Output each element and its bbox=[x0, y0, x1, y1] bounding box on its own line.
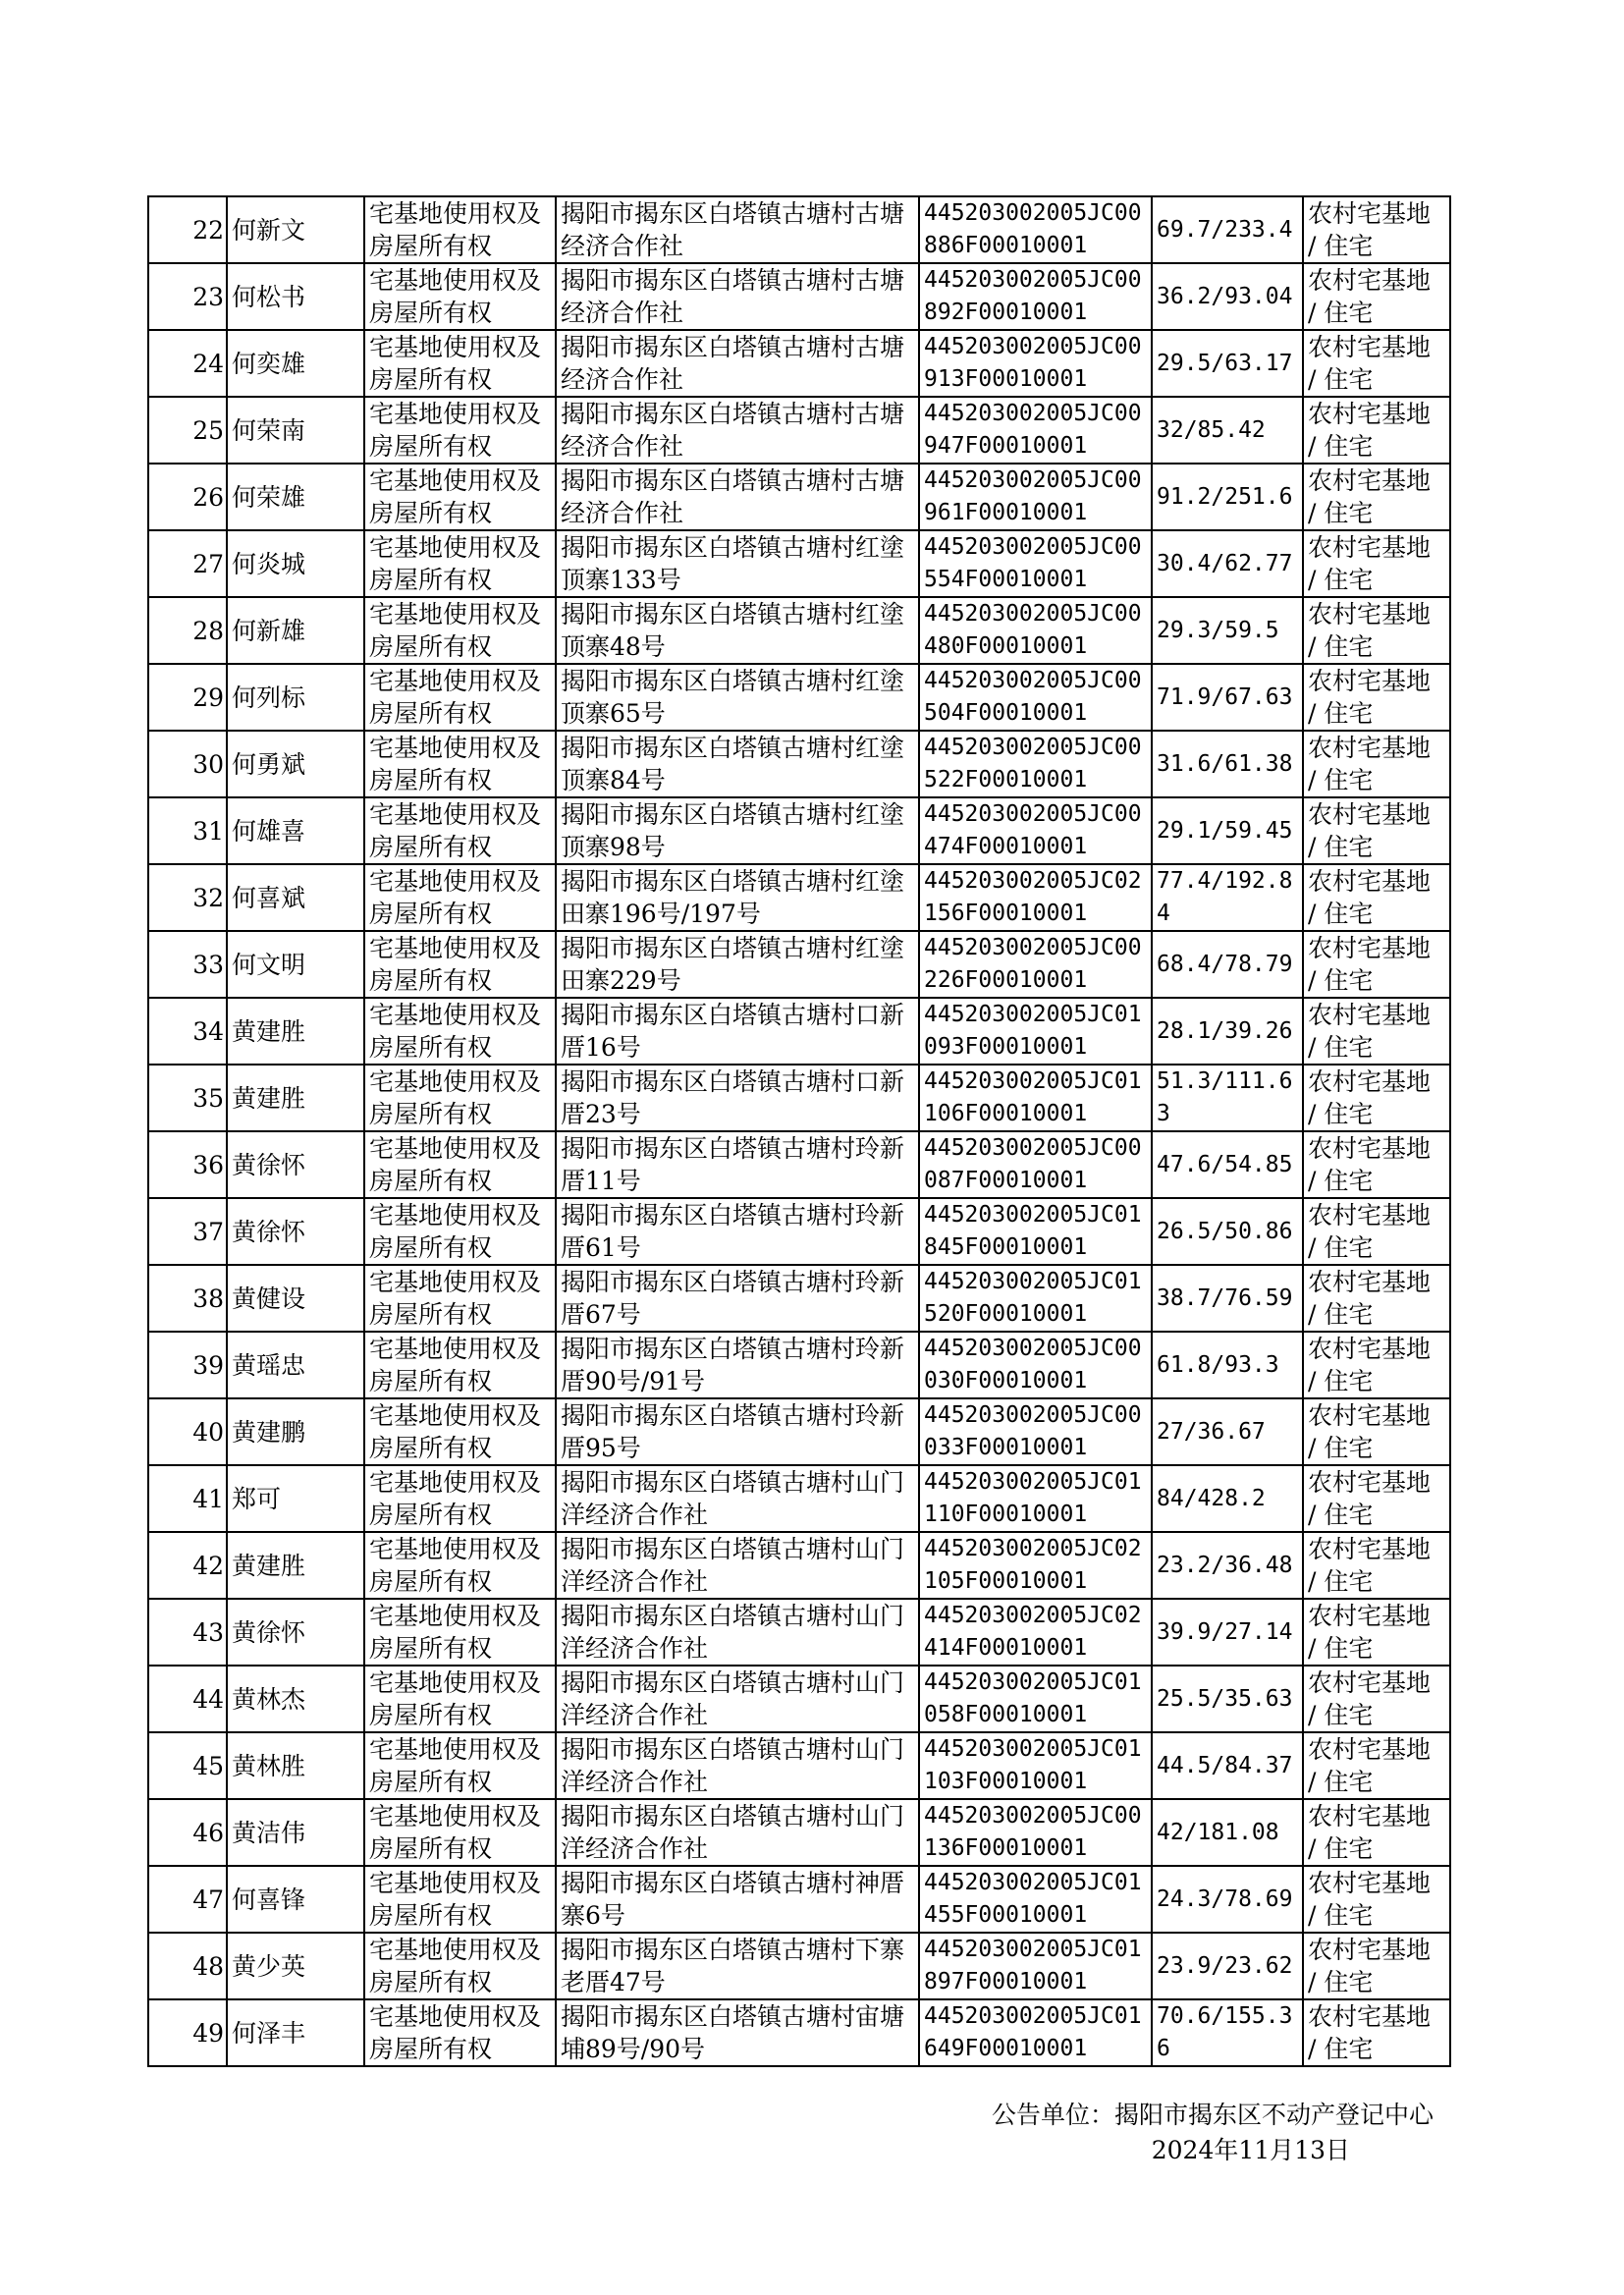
owner-name: 黄林胜 bbox=[227, 1732, 364, 1799]
table-row bbox=[148, 1999, 1450, 2066]
area-value: 51.3/111.63 bbox=[1152, 1065, 1303, 1131]
land-use: 农村宅基地 / 住宅 bbox=[1303, 731, 1450, 797]
area-value: 70.6/155.36 bbox=[1152, 1999, 1303, 2066]
area-value: 84/428.2 bbox=[1152, 1465, 1303, 1532]
land-use: 农村宅基地 / 住宅 bbox=[1303, 1599, 1450, 1666]
land-use: 农村宅基地 / 住宅 bbox=[1303, 1532, 1450, 1599]
unit-code: 445203002005JC02414F00010001 bbox=[919, 1599, 1152, 1666]
right-type: 宅基地使用权及房屋所有权 bbox=[364, 797, 556, 864]
right-type: 宅基地使用权及房屋所有权 bbox=[364, 1465, 556, 1532]
property-location: 揭阳市揭东区白塔镇古塘村玲新厝67号 bbox=[556, 1265, 919, 1332]
property-location: 揭阳市揭东区白塔镇古塘村山门洋经济合作社 bbox=[556, 1532, 919, 1599]
owner-name: 何新文 bbox=[227, 196, 364, 263]
unit-code: 445203002005JC00961F00010001 bbox=[919, 464, 1152, 530]
owner-name: 黄健设 bbox=[227, 1265, 364, 1332]
right-type: 宅基地使用权及房屋所有权 bbox=[364, 1799, 556, 1866]
unit-code: 445203002005JC00087F00010001 bbox=[919, 1131, 1152, 1198]
table-row bbox=[148, 1599, 1450, 1666]
row-number: 36 bbox=[148, 1131, 227, 1198]
row-number: 26 bbox=[148, 464, 227, 530]
land-use: 农村宅基地 / 住宅 bbox=[1303, 1465, 1450, 1532]
footer bbox=[884, 2098, 1434, 2168]
owner-name: 黄徐怀 bbox=[227, 1131, 364, 1198]
land-use: 农村宅基地 / 住宅 bbox=[1303, 196, 1450, 263]
right-type: 宅基地使用权及房屋所有权 bbox=[364, 864, 556, 931]
area-value: 23.2/36.48 bbox=[1152, 1532, 1303, 1599]
unit-code: 445203002005JC00226F00010001 bbox=[919, 931, 1152, 998]
property-location: 揭阳市揭东区白塔镇古塘村神厝寨6号 bbox=[556, 1866, 919, 1933]
owner-name: 黄建胜 bbox=[227, 1065, 364, 1131]
right-type: 宅基地使用权及房屋所有权 bbox=[364, 664, 556, 731]
table-row bbox=[148, 330, 1450, 397]
owner-name: 黄建胜 bbox=[227, 1532, 364, 1599]
unit-code: 445203002005JC00554F00010001 bbox=[919, 530, 1152, 597]
owner-name: 何勇斌 bbox=[227, 731, 364, 797]
land-use: 农村宅基地 / 住宅 bbox=[1303, 664, 1450, 731]
table-body bbox=[148, 196, 1450, 2066]
owner-name: 何荣雄 bbox=[227, 464, 364, 530]
table-row bbox=[148, 530, 1450, 597]
table-row bbox=[148, 1065, 1450, 1131]
row-number: 43 bbox=[148, 1599, 227, 1666]
land-use: 农村宅基地 / 住宅 bbox=[1303, 1398, 1450, 1465]
row-number: 49 bbox=[148, 1999, 227, 2066]
property-location: 揭阳市揭东区白塔镇古塘村下寨老厝47号 bbox=[556, 1933, 919, 1999]
right-type: 宅基地使用权及房屋所有权 bbox=[364, 1933, 556, 1999]
table-row bbox=[148, 931, 1450, 998]
right-type: 宅基地使用权及房屋所有权 bbox=[364, 597, 556, 664]
unit-code: 445203002005JC01897F00010001 bbox=[919, 1933, 1152, 1999]
owner-name: 何雄喜 bbox=[227, 797, 364, 864]
row-number: 32 bbox=[148, 864, 227, 931]
unit-code: 445203002005JC00892F00010001 bbox=[919, 263, 1152, 330]
announcement-table bbox=[147, 195, 1451, 2067]
announcing-unit: 公告单位：揭阳市揭东区不动产登记中心 bbox=[991, 2101, 1434, 2129]
area-value: 29.1/59.45 bbox=[1152, 797, 1303, 864]
right-type: 宅基地使用权及房屋所有权 bbox=[364, 731, 556, 797]
owner-name: 何松书 bbox=[227, 263, 364, 330]
row-number: 27 bbox=[148, 530, 227, 597]
land-use: 农村宅基地 / 住宅 bbox=[1303, 464, 1450, 530]
row-number: 35 bbox=[148, 1065, 227, 1131]
land-use: 农村宅基地 / 住宅 bbox=[1303, 1999, 1450, 2066]
owner-name: 黄瑶忠 bbox=[227, 1332, 364, 1398]
area-value: 77.4/192.84 bbox=[1152, 864, 1303, 931]
property-location: 揭阳市揭东区白塔镇古塘村古塘经济合作社 bbox=[556, 196, 919, 263]
area-value: 39.9/27.14 bbox=[1152, 1599, 1303, 1666]
right-type: 宅基地使用权及房屋所有权 bbox=[364, 1666, 556, 1732]
table-row bbox=[148, 464, 1450, 530]
row-number: 30 bbox=[148, 731, 227, 797]
unit-code: 445203002005JC01845F00010001 bbox=[919, 1198, 1152, 1265]
area-value: 29.3/59.5 bbox=[1152, 597, 1303, 664]
owner-name: 何列标 bbox=[227, 664, 364, 731]
row-number: 37 bbox=[148, 1198, 227, 1265]
area-value: 42/181.08 bbox=[1152, 1799, 1303, 1866]
land-use: 农村宅基地 / 住宅 bbox=[1303, 1799, 1450, 1866]
property-location: 揭阳市揭东区白塔镇古塘村玲新厝11号 bbox=[556, 1131, 919, 1198]
table-row bbox=[148, 1933, 1450, 1999]
owner-name: 何喜斌 bbox=[227, 864, 364, 931]
announcement-date: 2024年11月13日 bbox=[1151, 2136, 1350, 2164]
property-location: 揭阳市揭东区白塔镇古塘村古塘经济合作社 bbox=[556, 330, 919, 397]
property-location: 揭阳市揭东区白塔镇古塘村古塘经济合作社 bbox=[556, 397, 919, 464]
right-type: 宅基地使用权及房屋所有权 bbox=[364, 1599, 556, 1666]
right-type: 宅基地使用权及房屋所有权 bbox=[364, 263, 556, 330]
table-row bbox=[148, 1398, 1450, 1465]
unit-code: 445203002005JC01058F00010001 bbox=[919, 1666, 1152, 1732]
row-number: 47 bbox=[148, 1866, 227, 1933]
table-row bbox=[148, 1198, 1450, 1265]
row-number: 39 bbox=[148, 1332, 227, 1398]
land-use: 农村宅基地 / 住宅 bbox=[1303, 263, 1450, 330]
property-location: 揭阳市揭东区白塔镇古塘村红塗田寨196号/197号 bbox=[556, 864, 919, 931]
land-use: 农村宅基地 / 住宅 bbox=[1303, 1866, 1450, 1933]
land-use: 农村宅基地 / 住宅 bbox=[1303, 330, 1450, 397]
area-value: 44.5/84.37 bbox=[1152, 1732, 1303, 1799]
land-use: 农村宅基地 / 住宅 bbox=[1303, 597, 1450, 664]
table-row bbox=[148, 864, 1450, 931]
right-type: 宅基地使用权及房屋所有权 bbox=[364, 1332, 556, 1398]
unit-code: 445203002005JC00522F00010001 bbox=[919, 731, 1152, 797]
unit-code: 445203002005JC02105F00010001 bbox=[919, 1532, 1152, 1599]
right-type: 宅基地使用权及房屋所有权 bbox=[364, 330, 556, 397]
table-row bbox=[148, 1799, 1450, 1866]
property-location: 揭阳市揭东区白塔镇古塘村玲新厝61号 bbox=[556, 1198, 919, 1265]
property-location: 揭阳市揭东区白塔镇古塘村玲新厝90号/91号 bbox=[556, 1332, 919, 1398]
table-row bbox=[148, 797, 1450, 864]
property-location: 揭阳市揭东区白塔镇古塘村山门洋经济合作社 bbox=[556, 1599, 919, 1666]
property-location: 揭阳市揭东区白塔镇古塘村古塘经济合作社 bbox=[556, 263, 919, 330]
unit-code: 445203002005JC01106F00010001 bbox=[919, 1065, 1152, 1131]
land-use: 农村宅基地 / 住宅 bbox=[1303, 1131, 1450, 1198]
area-value: 38.7/76.59 bbox=[1152, 1265, 1303, 1332]
property-location: 揭阳市揭东区白塔镇古塘村红塗顶寨133号 bbox=[556, 530, 919, 597]
table-row bbox=[148, 1866, 1450, 1933]
unit-code: 445203002005JC01093F00010001 bbox=[919, 998, 1152, 1065]
row-number: 22 bbox=[148, 196, 227, 263]
owner-name: 黄徐怀 bbox=[227, 1599, 364, 1666]
owner-name: 何文明 bbox=[227, 931, 364, 998]
right-type: 宅基地使用权及房屋所有权 bbox=[364, 196, 556, 263]
unit-code: 445203002005JC00886F00010001 bbox=[919, 196, 1152, 263]
unit-code: 445203002005JC01520F00010001 bbox=[919, 1265, 1152, 1332]
area-value: 30.4/62.77 bbox=[1152, 530, 1303, 597]
area-value: 26.5/50.86 bbox=[1152, 1198, 1303, 1265]
property-location: 揭阳市揭东区白塔镇古塘村口新厝16号 bbox=[556, 998, 919, 1065]
table-row bbox=[148, 397, 1450, 464]
land-use: 农村宅基地 / 住宅 bbox=[1303, 1933, 1450, 1999]
right-type: 宅基地使用权及房屋所有权 bbox=[364, 1532, 556, 1599]
table-row bbox=[148, 1332, 1450, 1398]
property-location: 揭阳市揭东区白塔镇古塘村山门洋经济合作社 bbox=[556, 1666, 919, 1732]
land-use: 农村宅基地 / 住宅 bbox=[1303, 1666, 1450, 1732]
unit-code: 445203002005JC01110F00010001 bbox=[919, 1465, 1152, 1532]
property-location: 揭阳市揭东区白塔镇古塘村山门洋经济合作社 bbox=[556, 1732, 919, 1799]
unit-code: 445203002005JC00913F00010001 bbox=[919, 330, 1152, 397]
row-number: 45 bbox=[148, 1732, 227, 1799]
property-location: 揭阳市揭东区白塔镇古塘村红塗顶寨48号 bbox=[556, 597, 919, 664]
property-location: 揭阳市揭东区白塔镇古塘村山门洋经济合作社 bbox=[556, 1465, 919, 1532]
owner-name: 黄建鹏 bbox=[227, 1398, 364, 1465]
row-number: 44 bbox=[148, 1666, 227, 1732]
unit-code: 445203002005JC00033F00010001 bbox=[919, 1398, 1152, 1465]
area-value: 91.2/251.6 bbox=[1152, 464, 1303, 530]
property-location: 揭阳市揭东区白塔镇古塘村红塗顶寨98号 bbox=[556, 797, 919, 864]
table-row bbox=[148, 1532, 1450, 1599]
right-type: 宅基地使用权及房屋所有权 bbox=[364, 530, 556, 597]
table-row bbox=[148, 731, 1450, 797]
unit-code: 445203002005JC00136F00010001 bbox=[919, 1799, 1152, 1866]
area-value: 69.7/233.4 bbox=[1152, 196, 1303, 263]
unit-code: 445203002005JC02156F00010001 bbox=[919, 864, 1152, 931]
area-value: 47.6/54.85 bbox=[1152, 1131, 1303, 1198]
owner-name: 黄徐怀 bbox=[227, 1198, 364, 1265]
table-row bbox=[148, 1666, 1450, 1732]
area-value: 61.8/93.3 bbox=[1152, 1332, 1303, 1398]
unit-code: 445203002005JC00030F00010001 bbox=[919, 1332, 1152, 1398]
area-value: 24.3/78.69 bbox=[1152, 1866, 1303, 1933]
area-value: 32/85.42 bbox=[1152, 397, 1303, 464]
row-number: 46 bbox=[148, 1799, 227, 1866]
right-type: 宅基地使用权及房屋所有权 bbox=[364, 1065, 556, 1131]
table-row bbox=[148, 1465, 1450, 1532]
area-value: 71.9/67.63 bbox=[1152, 664, 1303, 731]
table-row bbox=[148, 998, 1450, 1065]
row-number: 23 bbox=[148, 263, 227, 330]
owner-name: 黄洁伟 bbox=[227, 1799, 364, 1866]
area-value: 31.6/61.38 bbox=[1152, 731, 1303, 797]
property-location: 揭阳市揭东区白塔镇古塘村古塘经济合作社 bbox=[556, 464, 919, 530]
right-type: 宅基地使用权及房屋所有权 bbox=[364, 397, 556, 464]
row-number: 42 bbox=[148, 1532, 227, 1599]
row-number: 38 bbox=[148, 1265, 227, 1332]
land-use: 农村宅基地 / 住宅 bbox=[1303, 864, 1450, 931]
unit-code: 445203002005JC00480F00010001 bbox=[919, 597, 1152, 664]
area-value: 23.9/23.62 bbox=[1152, 1933, 1303, 1999]
land-use: 农村宅基地 / 住宅 bbox=[1303, 1732, 1450, 1799]
row-number: 25 bbox=[148, 397, 227, 464]
land-use: 农村宅基地 / 住宅 bbox=[1303, 797, 1450, 864]
owner-name: 黄林杰 bbox=[227, 1666, 364, 1732]
table-row bbox=[148, 1265, 1450, 1332]
area-value: 36.2/93.04 bbox=[1152, 263, 1303, 330]
row-number: 41 bbox=[148, 1465, 227, 1532]
area-value: 29.5/63.17 bbox=[1152, 330, 1303, 397]
unit-code: 445203002005JC01455F00010001 bbox=[919, 1866, 1152, 1933]
area-value: 27/36.67 bbox=[1152, 1398, 1303, 1465]
land-use: 农村宅基地 / 住宅 bbox=[1303, 397, 1450, 464]
land-use: 农村宅基地 / 住宅 bbox=[1303, 1198, 1450, 1265]
unit-code: 445203002005JC00947F00010001 bbox=[919, 397, 1152, 464]
property-location: 揭阳市揭东区白塔镇古塘村红塗田寨229号 bbox=[556, 931, 919, 998]
right-type: 宅基地使用权及房屋所有权 bbox=[364, 1866, 556, 1933]
owner-name: 黄少英 bbox=[227, 1933, 364, 1999]
owner-name: 何泽丰 bbox=[227, 1999, 364, 2066]
owner-name: 何炎城 bbox=[227, 530, 364, 597]
land-use: 农村宅基地 / 住宅 bbox=[1303, 530, 1450, 597]
right-type: 宅基地使用权及房屋所有权 bbox=[364, 1999, 556, 2066]
row-number: 24 bbox=[148, 330, 227, 397]
property-location: 揭阳市揭东区白塔镇古塘村宙塘埔89号/90号 bbox=[556, 1999, 919, 2066]
owner-name: 何奕雄 bbox=[227, 330, 364, 397]
property-location: 揭阳市揭东区白塔镇古塘村口新厝23号 bbox=[556, 1065, 919, 1131]
row-number: 31 bbox=[148, 797, 227, 864]
land-use: 农村宅基地 / 住宅 bbox=[1303, 998, 1450, 1065]
unit-code: 445203002005JC00504F00010001 bbox=[919, 664, 1152, 731]
right-type: 宅基地使用权及房屋所有权 bbox=[364, 1265, 556, 1332]
property-location: 揭阳市揭东区白塔镇古塘村玲新厝95号 bbox=[556, 1398, 919, 1465]
row-number: 48 bbox=[148, 1933, 227, 1999]
table-row bbox=[148, 1732, 1450, 1799]
area-value: 68.4/78.79 bbox=[1152, 931, 1303, 998]
right-type: 宅基地使用权及房屋所有权 bbox=[364, 1732, 556, 1799]
right-type: 宅基地使用权及房屋所有权 bbox=[364, 1198, 556, 1265]
land-use: 农村宅基地 / 住宅 bbox=[1303, 1332, 1450, 1398]
property-location: 揭阳市揭东区白塔镇古塘村红塗顶寨84号 bbox=[556, 731, 919, 797]
owner-name: 郑可 bbox=[227, 1465, 364, 1532]
owner-name: 何荣南 bbox=[227, 397, 364, 464]
unit-code: 445203002005JC00474F00010001 bbox=[919, 797, 1152, 864]
property-location: 揭阳市揭东区白塔镇古塘村山门洋经济合作社 bbox=[556, 1799, 919, 1866]
row-number: 34 bbox=[148, 998, 227, 1065]
land-use: 农村宅基地 / 住宅 bbox=[1303, 931, 1450, 998]
area-value: 28.1/39.26 bbox=[1152, 998, 1303, 1065]
table-row bbox=[148, 597, 1450, 664]
property-location: 揭阳市揭东区白塔镇古塘村红塗顶寨65号 bbox=[556, 664, 919, 731]
unit-code: 445203002005JC01649F00010001 bbox=[919, 1999, 1152, 2066]
owner-name: 黄建胜 bbox=[227, 998, 364, 1065]
table-row bbox=[148, 196, 1450, 263]
right-type: 宅基地使用权及房屋所有权 bbox=[364, 998, 556, 1065]
right-type: 宅基地使用权及房屋所有权 bbox=[364, 1398, 556, 1465]
row-number: 29 bbox=[148, 664, 227, 731]
table-row bbox=[148, 263, 1450, 330]
table-row bbox=[148, 664, 1450, 731]
right-type: 宅基地使用权及房屋所有权 bbox=[364, 931, 556, 998]
table-row bbox=[148, 1131, 1450, 1198]
area-value: 25.5/35.63 bbox=[1152, 1666, 1303, 1732]
row-number: 28 bbox=[148, 597, 227, 664]
owner-name: 何喜锋 bbox=[227, 1866, 364, 1933]
right-type: 宅基地使用权及房屋所有权 bbox=[364, 464, 556, 530]
owner-name: 何新雄 bbox=[227, 597, 364, 664]
right-type: 宅基地使用权及房屋所有权 bbox=[364, 1131, 556, 1198]
land-use: 农村宅基地 / 住宅 bbox=[1303, 1065, 1450, 1131]
unit-code: 445203002005JC01103F00010001 bbox=[919, 1732, 1152, 1799]
land-use: 农村宅基地 / 住宅 bbox=[1303, 1265, 1450, 1332]
row-number: 40 bbox=[148, 1398, 227, 1465]
row-number: 33 bbox=[148, 931, 227, 998]
